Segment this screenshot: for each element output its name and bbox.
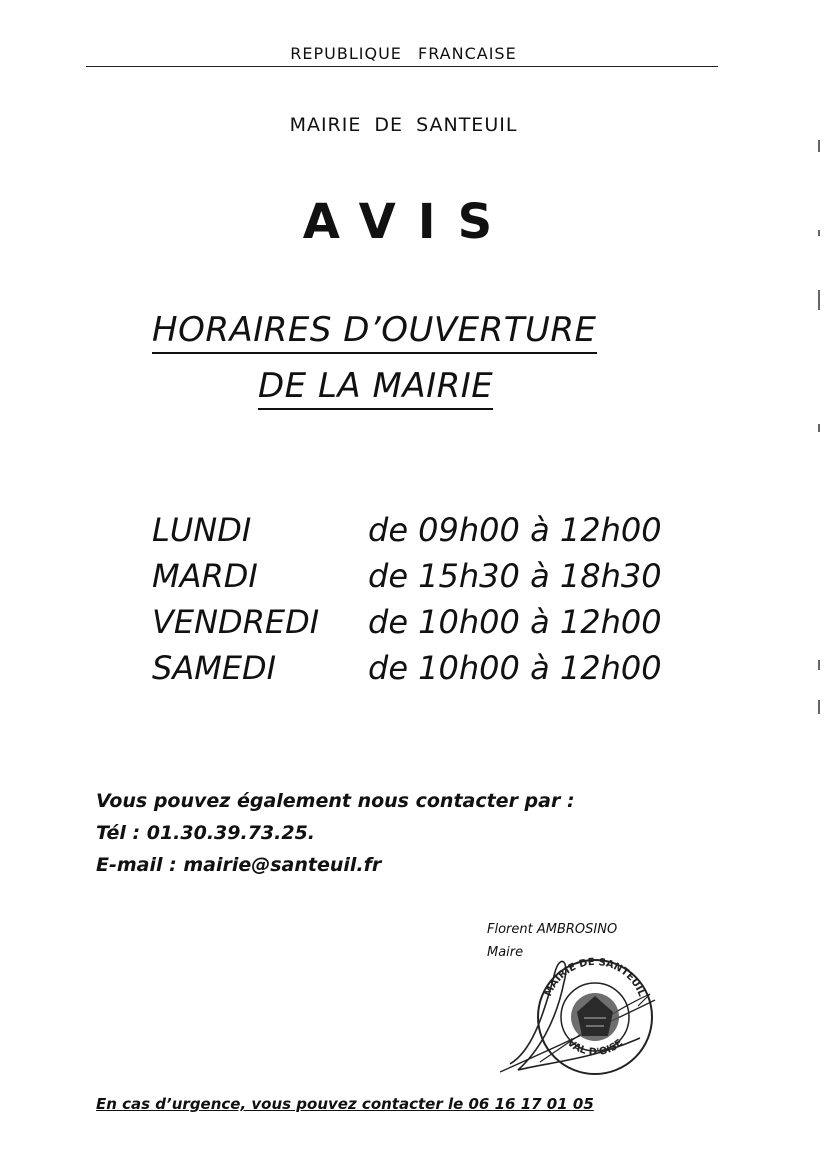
contact-intro: Vous pouvez également nous contacter par :: [96, 790, 575, 812]
scan-mark: [818, 140, 820, 152]
hours-day: SAMEDI: [152, 649, 277, 687]
hours-time: de 10h00 à 12h00: [368, 649, 662, 687]
signatory-name: Florent AMBROSINO: [487, 922, 618, 937]
hours-day: MARDI: [152, 557, 258, 595]
notice-title: AVIS: [302, 194, 515, 250]
mairie-name: MAIRIE DE SANTEUIL: [289, 114, 518, 136]
scan-mark: [818, 290, 820, 310]
hours-day: LUNDI: [152, 511, 252, 549]
hours-time: de 15h30 à 18h30: [368, 557, 662, 595]
emergency-contact-note: En cas d’urgence, vous pouvez contacter le 06 16 17 01 05: [96, 1095, 594, 1113]
subtitle-line-1: HORAIRES D’OUVERTURE: [152, 310, 597, 354]
hours-time: de 09h00 à 12h00: [368, 511, 662, 549]
contact-email: E-mail : mairie@santeuil.fr: [96, 854, 382, 876]
signatory-title: Maire: [487, 945, 524, 960]
official-seal-icon: [480, 942, 670, 1082]
scan-mark: [818, 424, 820, 432]
hours-time: de 10h00 à 12h00: [368, 603, 662, 641]
scan-mark: [818, 660, 820, 670]
hours-day: VENDREDI: [152, 603, 320, 641]
svg-text:VAL D'OISE: VAL D'OISE: [564, 1037, 626, 1059]
svg-text:MAIRIE DE SANTEUIL: MAIRIE DE SANTEUIL: [542, 956, 648, 999]
subtitle-line-2: DE LA MAIRIE: [258, 366, 493, 410]
scan-mark: [818, 700, 820, 714]
contact-phone: Tél : 01.30.39.73.25.: [96, 822, 316, 844]
republic-header: REPUBLIQUE FRANCAISE: [290, 44, 517, 63]
header-divider: [86, 66, 718, 67]
scan-mark: [818, 230, 820, 236]
